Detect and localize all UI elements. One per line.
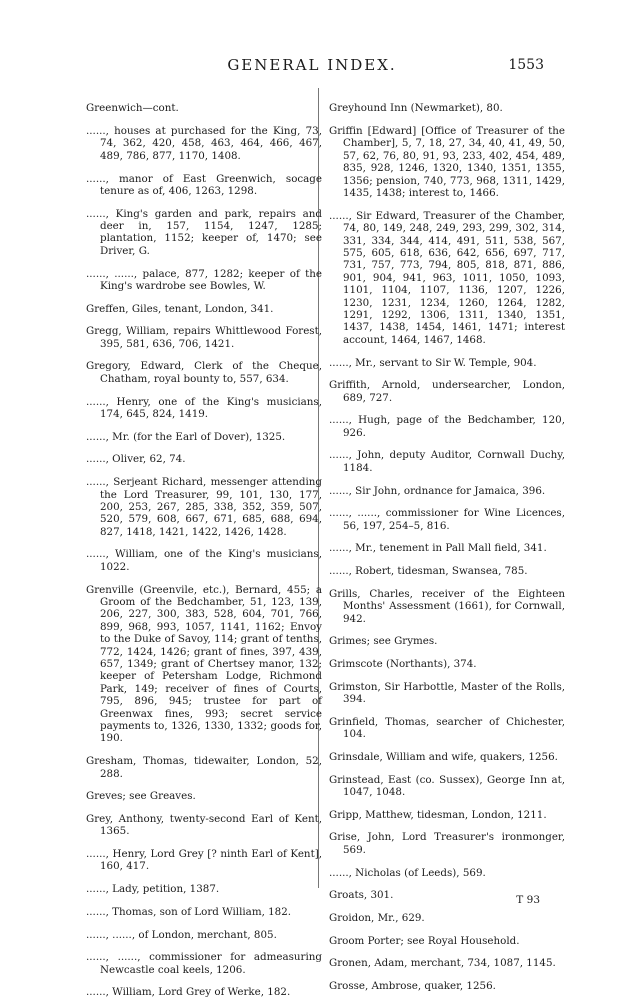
index-entry: ......, Nicholas (of Leeds), 569. [329, 866, 486, 879]
index-entry: Greves; see Greaves. [86, 790, 196, 803]
index-entry: Griffith, Arnold, undersearcher, London, 689, 727. [329, 379, 565, 404]
index-entry: Grise, John, Lord Treasurer's ironmonger, 569. [329, 831, 565, 856]
index-entry: ......, manor of East Greenwich, socage tenure as of, 406, 1263, 1298. [86, 172, 322, 197]
index-entry: ......, Thomas, son of Lord William, 182. [86, 905, 292, 918]
index-column-left [86, 92, 322, 1004]
index-entry: Griffin [Edward] [Office of Treasurer of the Chamber], 5, 7, 18, 27, 34, 40, 41, 49, 50, 57, 62, 76, 80, 91, 93, 233, 402, 454, 489, 835, 928, 1246, 1320, 1340, 1351, 1355, 1356; pension, 740, 773, 968, 1311, 1429, 1435, 1438; interest to, 1466. [329, 125, 565, 200]
index-entry: Groidon, Mr., 629. [329, 911, 425, 924]
page-title: GENERAL INDEX. [227, 56, 397, 74]
index-entry: Greyhound Inn (Newmarket), 80. [329, 102, 503, 115]
index-entry: Gregory, Edward, Clerk of the Cheque, Chatham, royal bounty to, 557, 634. [86, 360, 322, 385]
index-entry: ......, Henry, Lord Grey [? ninth Earl of Kent], 160, 417. [86, 848, 322, 873]
page-header [0, 56, 624, 78]
index-entry: ......, Serjeant Richard, messenger attending the Lord Treasurer, 99, 101, 130, 177, 200, 253, 267, 285, 338, 352, 359, 507, 520, 579, 608, 667, 671, 685, 688, 694, 827, 1418, 1421, 1422, 1426, 1428. [86, 476, 322, 538]
index-entry: ......, William, Lord Grey of Werke, 182. [86, 986, 291, 999]
index-entry: Greffen, Giles, tenant, London, 341. [86, 302, 274, 315]
index-entry: Groats, 301. [329, 889, 394, 902]
index-entry: ......, Mr. (for the Earl of Dover), 1325. [86, 430, 286, 443]
index-entry: Greenwich—cont. [86, 102, 179, 115]
index-entry: ......, Sir Edward, Treasurer of the Chamber, 74, 80, 149, 248, 249, 293, 299, 302, 314, 331, 334, 344, 414, 491, 511, 538, 567, 575, 605, 618, 636, 642, 656, 697, 717, 731, 757, 773, 794, 805, 818, 871, 886, 901, 904, 941, 963, 1011, 1050, 1093, 1101, 1104, 1107, 1136, 1207, 1226, 1230, 1231, 1234, 1260, 1264, 1282, 1291, 1292, 1306, 1311, 1340, 1351, 1437, 1438, 1454, 1461, 1471; interest account, 1464, 1467, 1468. [329, 209, 565, 346]
index-entry: ......, Mr., servant to Sir W. Temple, 904. [329, 356, 537, 369]
index-entry: Grimscote (Northants), 374. [329, 657, 477, 670]
index-entry: Grinsdale, William and wife, quakers, 1256. [329, 750, 558, 763]
index-entry: Gronen, Adam, merchant, 734, 1087, 1145. [329, 957, 556, 970]
index-entry: Grimston, Sir Harbottle, Master of the Rolls, 394. [329, 680, 565, 706]
index-entry: Groom Porter; see Royal Household. [329, 934, 520, 947]
index-entry: ......, houses at purchased for the King, 73, 74, 362, 420, 458, 463, 464, 466, 467, 489, 786, 877, 1170, 1408. [86, 125, 322, 162]
index-entry: Grenville (Greenvile, etc.), Bernard, 455; a Groom of the Bedchamber, 51, 123, 139, 206, 227, 300, 383, 528, 604, 701, 766, 899, 968, 993, 1057, 1141, 1162; Envoy to the Duke of Savoy, 114; grant of tenths, 772, 1424, 1426; grant of fines, 397, 439, 657, 1349; grant of Chertsey manor, 132; keeper of Petersham Lodge, Richmond Park, 149; receiver of fines of Courts, 795, 896, 945; trustee for part of Greenwax fines, 993; secret service payments to, 1326, 1330, 1332; goods for, 190. [86, 583, 322, 745]
index-entry: Grinfield, Thomas, searcher of Chichester, 104. [329, 715, 565, 741]
index-entry: ......, Henry, one of the King's musicians, 174, 645, 824, 1419. [86, 395, 322, 420]
signature-mark: T 93 [516, 894, 540, 906]
index-entry: ......, William, one of the King's musicians, 1022. [86, 548, 322, 573]
index-column-right [329, 92, 565, 997]
index-entry: Grey, Anthony, twenty-second Earl of Kent, 1365. [86, 812, 322, 838]
index-entry: ......, Hugh, page of the Bedchamber, 120, 926. [329, 414, 565, 439]
index-entry: ......, Sir John, ordnance for Jamaica, 396. [329, 484, 546, 497]
index-entry: ......, Robert, tidesman, Swansea, 785. [329, 565, 528, 578]
index-entry: ......, John, deputy Auditor, Cornwall Duchy, 1184. [329, 449, 565, 474]
index-entry: Grills, Charles, receiver of the Eighteen Months' Assessment (1661), for Cornwall, 942. [329, 587, 565, 625]
index-entry: ......, King's garden and park, repairs and deer in, 157, 1154, 1247, 1285; plantation, 1152; keeper of, 1470; see Driver, G. [86, 207, 322, 257]
index-entry: Grinstead, East (co. Sussex), George Inn at, 1047, 1048. [329, 773, 565, 798]
page-number: 1553 [508, 57, 544, 73]
index-entry: Gresham, Thomas, tidewaiter, London, 52, 288. [86, 755, 322, 780]
index-entry: ......, Lady, petition, 1387. [86, 883, 220, 896]
index-entry: ......, ......, of London, merchant, 805. [86, 928, 277, 941]
index-entry: ......, Oliver, 62, 74. [86, 453, 186, 466]
index-entry: ......, ......, commissioner for admeasuring Newcastle coal keels, 1206. [86, 951, 322, 976]
index-entry: Gregg, William, repairs Whittlewood Forest, 395, 581, 636, 706, 1421. [86, 325, 322, 350]
index-entry: Gripp, Matthew, tidesman, London, 1211. [329, 808, 547, 821]
index-entry: ......, ......, palace, 877, 1282; keeper of the King's wardrobe see Bowles, W. [86, 267, 322, 292]
index-entry: Grimes; see Grymes. [329, 635, 438, 648]
index-entry: Grosse, Ambrose, quaker, 1256. [329, 980, 496, 993]
index-entry: ......, Mr., tenement in Pall Mall field, 341. [329, 542, 547, 555]
index-entry: ......, ......, commissioner for Wine Licences, 56, 197, 254–5, 816. [329, 507, 565, 532]
